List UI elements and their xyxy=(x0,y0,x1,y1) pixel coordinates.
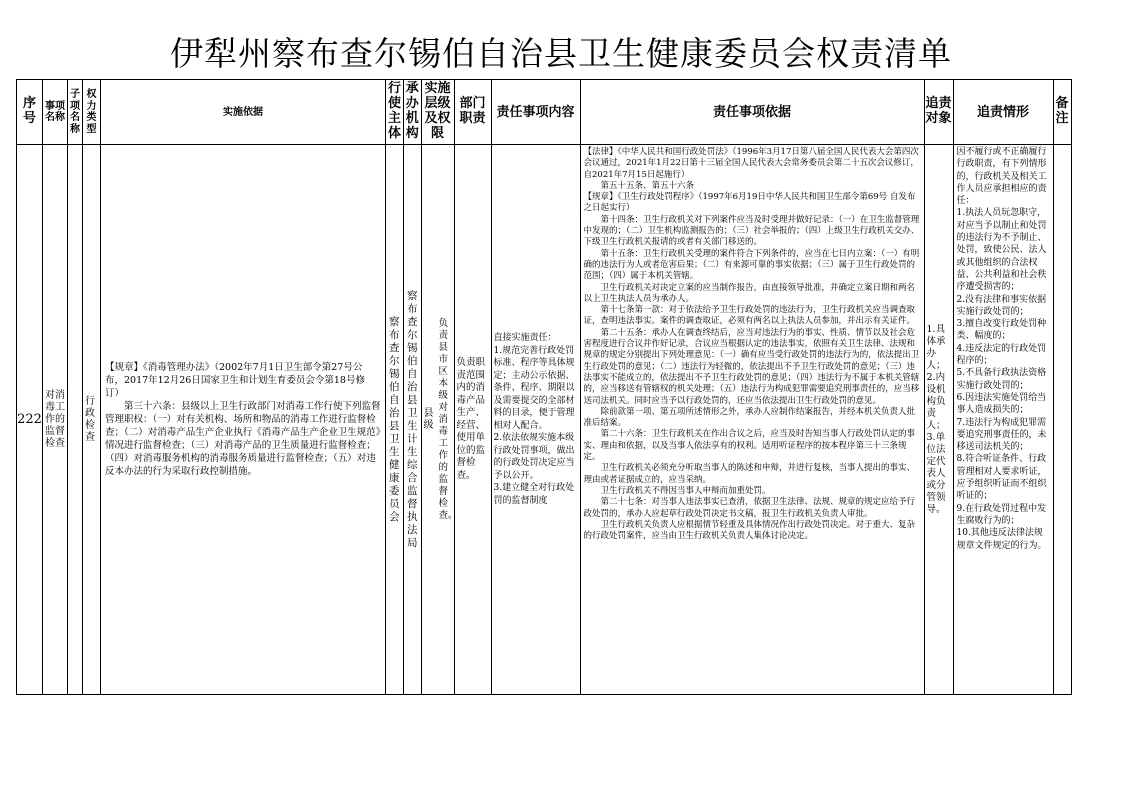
row-level: 县级 xyxy=(423,407,434,431)
row-basis: 【规章】《消毒管理办法》（2002年7月1日卫生部令第27号公布，2017年12月26日国家卫生和计划生育委员会令第18号修订） 第三十六条：县级以上卫生行政部门对消毒工作行使下列监督管理职权：（一）对有关机构、场所和物品的消毒工作进行监督检查；（二）对消毒产品生产企业执行《消毒产品生产企业卫生规范》情况进行监督检查；（三）对消毒产品的卫生质量进行监督检查；（四）对消毒服务机构的消毒服务质量进行监督检查；（五）对违反本办法的行为采取行政控制措施。 xyxy=(101,145,386,695)
table-row xyxy=(17,145,1072,695)
row-level-cell xyxy=(421,145,458,695)
row-item-name: 对消毒工作的监督检查 xyxy=(43,145,68,695)
row-seq: 222 xyxy=(17,145,43,695)
row-sub-item-name xyxy=(68,145,83,695)
header-handler: 承办机构 xyxy=(404,80,422,145)
row-resp-basis: 【法律】《中华人民共和国行政处罚法》（1996年3月17日第八届全国人民代表大会第四次会议通过，2021年1月22日第十三届全国人民代表大会常务委员会第二十五次会议修订，自2021年7月15日起施行） 第五十五条、第五十六条 【规章】《卫生行政处罚程序》（1997年6月19日中华人民共和国卫生部令第69号 自发布之日起实行） 第十四条：卫生行政机关对下列案件应当及时受理并做好记录：（一）在卫生监督管理中发现的；（二）卫生机构监测报告的；（三）社会举报的；（四）上级卫生行政机关交办、下级卫生行政机关报请的或者有关部门移送的。 第十五条：卫生行政机关受理的案件符合下列条件的，应当在七日内立案：（一）有明确的违法行为人或者危害后果；（二）有来源可靠的事实依据；（三）属于卫生行政处罚的范围；（四）属于本机关管辖。 卫生行政机关对决定立案的应当制作报告，由直接领导批准，并确定立案日期和两名以上卫生执法人员为承办人。 第十七条第一款：对于依法给予卫生行政处罚的违法行为，卫生行政机关应当调查取证，查明违法事实。案件的调查取证，必须有两名以上执法人员参加，并出示有关证件。 第二十五条：承办人在调查终结后，应当对违法行为的事实、性质、情节以及社会危害程度进行合议并作好记录，合议应当根据认定的违法事实，依照有关卫生法律、法规和规章的规定分别提出下列处理意见：（一）确有应当受行政处罚的违法行为的，依法提出卫生行政处罚的意见；（二）违法行为轻微的，依法提出不予卫生行政处罚的意见；（三）违法事实不能成立的，依法提出不予卫生行政处罚的意见；（四）违法行为不属于本机关管辖的，应当移送有管辖权的机关处理；（五）违法行为构成犯罪需要追究刑事责任的，应当移送司法机关。同时应当予以行政处罚的，还应当依法提出卫生行政处罚的意见。 除前款第一项、第五项所述情形之外，承办人应制作结案报告，并经本机关负责人批准后结案。 第二十六条：卫生行政机关在作出合议之后，应当及时告知当事人行政处罚认定的事实、理由和依据，以及当事人依法享有的权利。适用听证程序的按本程序第三十三条规定。 卫生行政机关必须充分听取当事人的陈述和申辩，并进行复核，当事人提出的事实、理由或者证据成立的，应当采纳。 卫生行政机关不得因当事人申辩而加重处罚。 第二十七条：对当事人违法事实已查清，依据卫生法律、法规、规章的规定应给予行政处罚的，承办人应起草行政处罚决定书文稿，报卫生行政机关负责人审批。 卫生行政机关负责人应根据情节轻重及具体情况作出行政处罚决定。对于重大、复杂的行政处罚案件，应当由卫生行政机关负责人集体讨论决定。 xyxy=(583,147,920,542)
row-level-scope: 负责县市区本级对消毒工作的监督检查。 xyxy=(438,317,458,521)
header-level: 实施层级及权限 xyxy=(421,80,454,145)
row-resp-content: 直接实施责任： 1.规范完善行政处罚标准、程序等具体规定；主动公示依据、条件、程序、期限以及需要提交的全部材料的目录，便于管理相对人配合。 2.依法依规实施本级行政处罚事项，做出的行政处罚决定应当予以公开。 3.建立健全对行政处罚的监督制度 xyxy=(491,145,580,695)
header-resp-content: 责任事项内容 xyxy=(491,80,580,145)
page-title: 伊犁州察布查尔锡伯自治县卫生健康委员会权责清单 xyxy=(170,34,952,73)
header-subject: 行使主体 xyxy=(386,80,404,145)
row-dept-duty: 负责职责范围内的消毒产品生产、经营、使用单位的监督检查。 xyxy=(454,145,491,695)
row-handler: 察布查尔锡伯自治县卫生计生综合监督执法局 xyxy=(404,145,422,695)
header-dept-duty: 部门职责 xyxy=(454,80,491,145)
row-situation-cell xyxy=(953,145,1053,695)
header-item-name: 事项名称 xyxy=(43,80,68,145)
row-accountable: 1.具体承办人； 2.内设机构负责人； 3.单位法定代表人或分管领导。 xyxy=(924,145,953,695)
row-power-type: 行政检查 xyxy=(83,145,101,695)
header-remark: 备注 xyxy=(1053,80,1071,145)
header-accountable: 追责对象 xyxy=(924,80,953,145)
header-situation: 追责情形 xyxy=(953,80,1053,145)
header-power-type: 权力类型 xyxy=(83,80,101,145)
row-remark xyxy=(1053,145,1071,695)
row-subject: 察布查尔锡伯自治县卫生健康委员会 xyxy=(386,145,404,695)
header-seq: 序号 xyxy=(17,80,43,145)
header-resp-basis: 责任事项依据 xyxy=(580,80,924,145)
header-sub-item-name: 子项名称 xyxy=(68,80,83,145)
header-basis: 实施依据 xyxy=(101,80,386,145)
row-situation: 因不履行或不正确履行行政职责，有下列情形的，行政机关及相关工作人员应承担相应的责任： 1.执法人员玩忽职守，对应当予以制止和处罚的违法行为不予制止、处罚，致使公民、法人或其他组织的合法权益、公共利益和社会秩序遭受损害的； 2.没有法律和事实依据实施行政处罚的； 3.擅自改变行政处罚种类、幅度的； 4.违反法定的行政处罚程序的； 5.不具备行政执法资格实施行政处罚的； 6.因违法实施处罚给当事人造成损失的； 7.违法行为构成犯罪需要追究刑事责任的，未移送司法机关的； 8.符合听证条件、行政管理相对人要求听证，应予组织听证而不组织听证的； 9.在行政处罚过程中发生腐败行为的； 10.其他违反法律法规规章文件规定的行为。 xyxy=(956,147,1047,551)
responsibility-table xyxy=(16,79,1072,695)
header-row xyxy=(17,80,1072,145)
row-resp-basis-cell xyxy=(580,145,924,695)
